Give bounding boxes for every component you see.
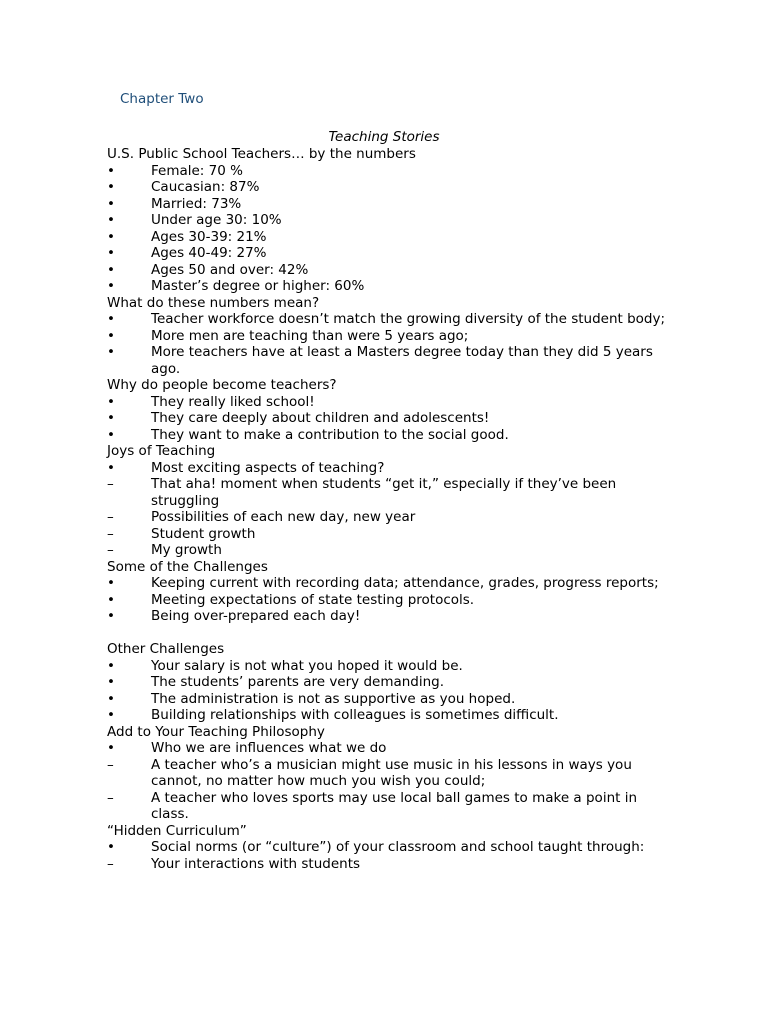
line-text: Building relationships with colleagues is sometimes difficult. (151, 707, 559, 723)
list-item (107, 427, 667, 444)
section-heading (107, 724, 667, 741)
line-text: Some of the Challenges (107, 558, 268, 575)
dash-marker: – (107, 509, 114, 525)
list-item (107, 608, 667, 625)
line-text: Being over-prepared each day! (151, 608, 361, 624)
section-heading (107, 146, 667, 163)
bullet-marker: • (107, 344, 115, 360)
bullet-marker: • (107, 740, 115, 756)
bullet-marker: • (107, 426, 115, 443)
line-text: Master’s degree or higher: 60% (151, 278, 365, 294)
bullet-marker: • (107, 410, 115, 426)
blank-line (107, 625, 667, 642)
line-text: My growth (151, 542, 222, 558)
list-item (107, 674, 667, 691)
bullet-marker: • (107, 162, 115, 179)
line-text: Student growth (151, 525, 256, 542)
section-heading (107, 295, 667, 312)
line-text: Meeting expectations of state testing protocols. (151, 591, 475, 608)
list-item (107, 245, 667, 262)
list-item (107, 311, 667, 328)
line-text: Married: 73% (151, 195, 242, 212)
list-item (107, 196, 667, 213)
list-item (107, 410, 667, 427)
section-heading (107, 559, 667, 576)
bullet-marker: • (107, 690, 115, 707)
line-text: Female: 70 % (151, 162, 243, 179)
bullet-marker: • (107, 674, 115, 690)
list-item (107, 658, 667, 675)
list-item (107, 592, 667, 609)
section-heading (107, 641, 667, 658)
section-heading (107, 377, 667, 394)
line-text: Possibilities of each new day, new year (151, 509, 416, 525)
bullet-marker: • (107, 327, 115, 344)
list-item (107, 460, 667, 477)
list-item (107, 278, 667, 295)
list-item (107, 707, 667, 724)
document-title: Teaching Stories (328, 129, 440, 145)
line-text: They really liked school! (151, 393, 315, 410)
line-text: Ages 40-49: 27% (151, 245, 267, 261)
list-item (107, 526, 667, 543)
line-text: Teacher workforce doesn’t match the growing diversity of the student body; (151, 311, 666, 327)
list-item (107, 839, 667, 856)
bullet-marker: • (107, 839, 115, 855)
bullet-marker: • (107, 212, 115, 228)
line-text: The administration is not as supportive as you hoped. (151, 690, 516, 707)
line-text: Keeping current with recording data; attendance, grades, progress reports; (151, 575, 659, 591)
bullet-marker: • (107, 459, 115, 476)
line-text: They want to make a contribution to the social good. (151, 426, 509, 443)
line-text: U.S. Public School Teachers… by the numbers (107, 146, 416, 162)
list-item (107, 575, 667, 592)
line-text: Why do people become teachers? (107, 377, 337, 393)
bullet-marker: • (107, 245, 115, 261)
line-text: That aha! moment when students “get it,” especially if they’ve been struggling (151, 476, 617, 509)
list-item (107, 344, 667, 377)
list-item (107, 542, 667, 559)
dash-marker: – (107, 476, 114, 492)
list-item (107, 212, 667, 229)
list-item (107, 476, 667, 509)
bullet-marker: • (107, 195, 115, 212)
line-text: Social norms (or “culture”) of your classroom and school taught through: (151, 839, 645, 855)
bullet-marker: • (107, 657, 115, 674)
section-heading (107, 443, 667, 460)
line-text: A teacher who’s a musician might use music in his lessons in ways you cannot, no matter how much you wish you could; (151, 756, 632, 789)
bullet-marker: • (107, 311, 115, 327)
list-item (107, 509, 667, 526)
bullet-marker: • (107, 228, 115, 245)
line-text: What do these numbers mean? (107, 294, 320, 311)
line-text: Under age 30: 10% (151, 212, 282, 228)
dash-marker: – (107, 855, 114, 872)
list-item (107, 262, 667, 279)
list-item (107, 229, 667, 246)
line-text: Joys of Teaching (107, 443, 216, 459)
line-text: Your salary is not what you hoped it would be. (151, 657, 463, 674)
bullet-marker: • (107, 608, 115, 624)
bullet-marker: • (107, 575, 115, 591)
bullet-marker: • (107, 179, 115, 195)
line-text: Who we are influences what we do (151, 740, 387, 756)
bullet-marker: • (107, 278, 115, 294)
line-text: Caucasian: 87% (151, 179, 260, 195)
list-item (107, 856, 667, 873)
line-text: Your interactions with students (151, 855, 361, 872)
list-item (107, 394, 667, 411)
list-item (107, 691, 667, 708)
line-text: Ages 50 and over: 42% (151, 261, 309, 278)
dash-marker: – (107, 789, 114, 806)
line-text: More men are teaching than were 5 years ago; (151, 327, 469, 344)
line-text: They care deeply about children and adolescents! (151, 410, 490, 426)
section-heading (107, 823, 667, 840)
list-item (107, 790, 667, 823)
line-text: More teachers have at least a Masters degree today than they did 5 years ago. (151, 344, 653, 377)
dash-marker: – (107, 756, 114, 773)
line-text: Most exciting aspects of teaching? (151, 459, 385, 476)
line-text: “Hidden Curriculum” (107, 822, 247, 839)
bullet-marker: • (107, 591, 115, 608)
line-text: A teacher who loves sports may use local ball games to make a point in class. (151, 789, 638, 822)
list-item (107, 163, 667, 180)
line-text: Ages 30-39: 21% (151, 228, 267, 245)
list-item (107, 328, 667, 345)
line-text: The students’ parents are very demanding. (151, 674, 445, 690)
bullet-marker: • (107, 261, 115, 278)
bullet-marker: • (107, 393, 115, 410)
dash-marker: – (107, 525, 114, 542)
line-text: Add to Your Teaching Philosophy (107, 723, 325, 740)
list-item (107, 179, 667, 196)
bullet-marker: • (107, 707, 115, 723)
list-item (107, 740, 667, 757)
chapter-heading: Chapter Two (120, 91, 204, 107)
list-item (107, 757, 667, 790)
document-body (107, 146, 667, 872)
line-text: Other Challenges (107, 641, 225, 657)
dash-marker: – (107, 542, 114, 558)
